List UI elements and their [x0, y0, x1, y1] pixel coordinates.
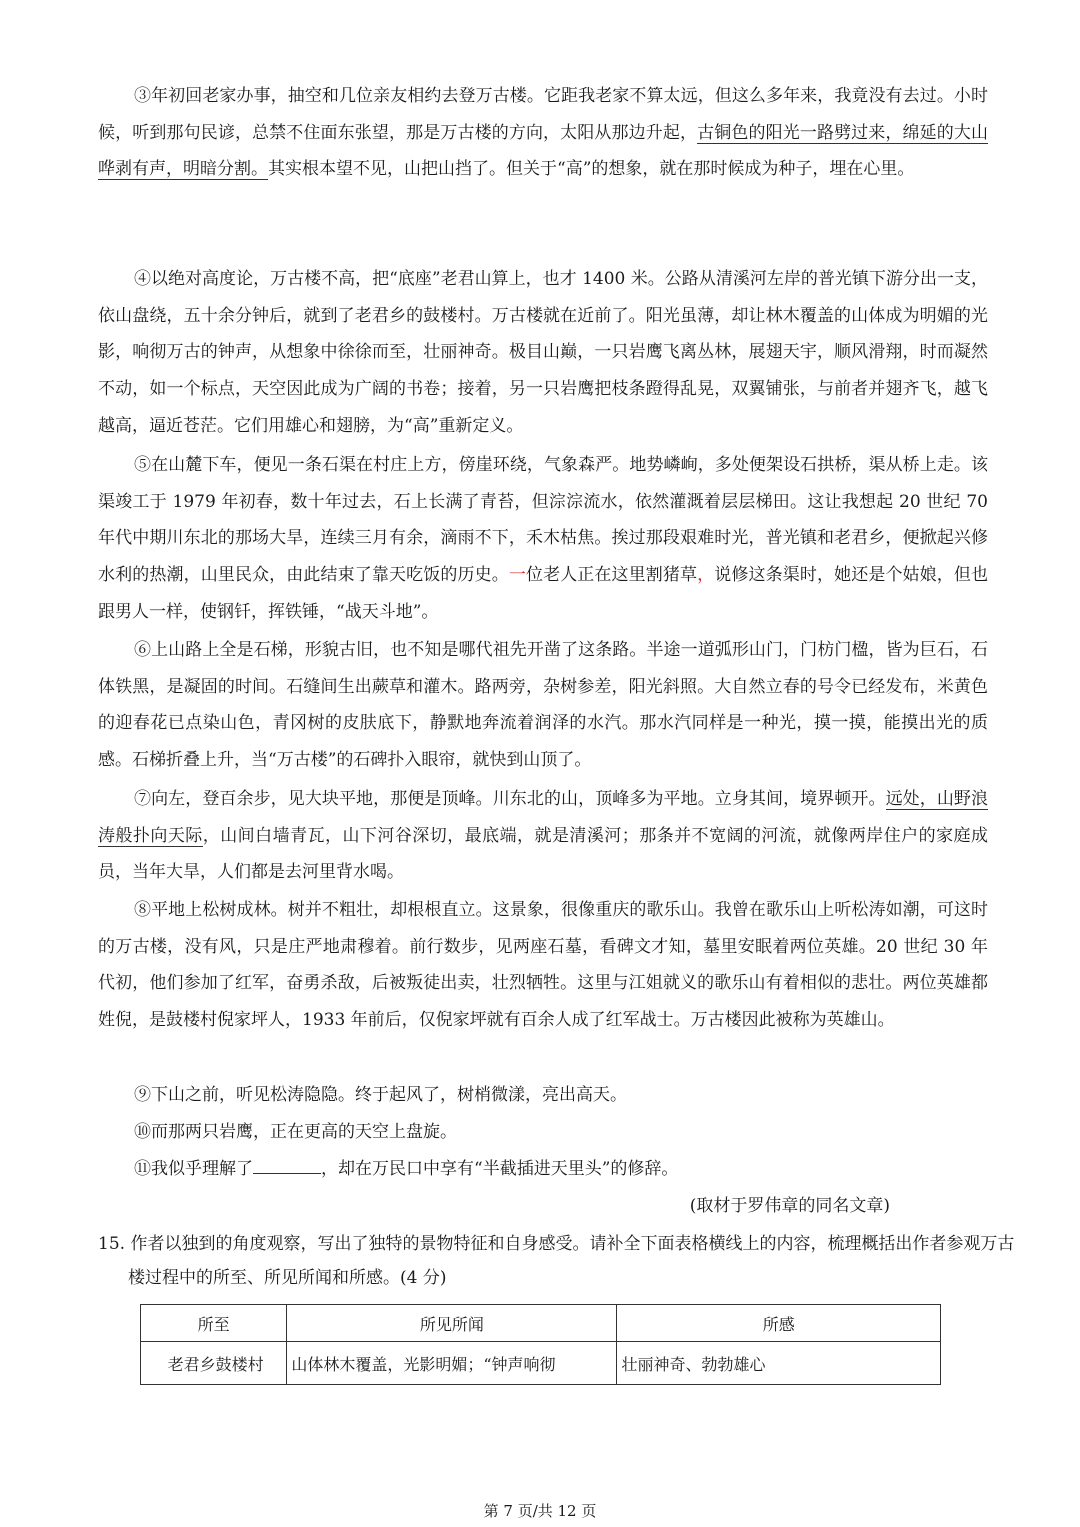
paragraph-11-text: ⑪我似乎理解了 — [134, 1159, 253, 1179]
red-mark: 一 — [508, 565, 526, 586]
table-header: 所感 — [617, 1305, 941, 1342]
underlined-phrase: 远处，山野浪涛般扑向天际 — [98, 789, 989, 846]
paragraph-7-text-end: ，山间白墙青瓦，山下河谷深切，最底端，就是清溪河；那条并不宽阔的河流，就像两岸住户的家庭成员，当年大旱，人们都是去河里背水喝。 — [98, 825, 989, 883]
fill-in-blank[interactable] — [253, 1157, 321, 1174]
paragraph-5-text: ⑤在山麓下车，便见一条石渠在村庄上方，傍崖环绕，气象森严。地势嶙峋，多处便架设石拱桥，渠从桥上走。该渠竣工于 1979 年初春，数十年过去，石上长满了青苔，但淙淙流水，依然灌溉着层层梯田。这让我想起 20 世纪 70 年代中期川东北的那场大旱，连续三月有余，滴雨不下，禾木枯焦。挨过那段艰难时光，普光镇和老君乡，便掀起兴修水利的热潮，山里民众，由此结束了靠天吃饭的历史。 — [98, 455, 988, 586]
paragraph-8: ⑧平地上松树成林。树并不粗壮，却根根直立。这景象，很像重庆的歌乐山。我曾在歌乐山上听松涛如潮，可这时的万古楼，没有风，只是庄严地肃穆着。前行数步，见两座石墓，看碑文才知，墓里安眠着两位英雄。20 世纪 30 年代初，他们参加了红军，奋勇杀敌，后被叛徒出卖，壮烈牺牲。这里与江姐就义的歌乐山有着相似的悲壮。两位英雄都姓倪，是鼓楼村倪家坪人，1933 年前后，仅倪家坪就有百余人成了红军战士。万古楼因此被称为英雄山。 — [98, 900, 988, 1031]
table-header: 所至 — [141, 1305, 287, 1342]
table-header-row — [141, 1305, 941, 1342]
paragraph-7 — [98, 781, 988, 891]
paragraph-11-text-end: ，却在万民口中享有“半截插进天里头”的修辞。 — [321, 1159, 679, 1179]
table-header: 所见所闻 — [287, 1305, 617, 1342]
paragraph-6: ⑥上山路上全是石梯，形貌古旧，也不知是哪代祖先开凿了这条路。半途一道弧形山门，门枋门楹，皆为巨石，石体铁黑，是凝固的时间。石缝间生出蕨草和灌木。路两旁，杂树参差，阳光斜照。大自然立春的号令已经发布，米黄色的迎春花已点染山色，青冈树的皮肤底下，静默地奔流着润泽的水汽。那水汽同样是一种光，摸一摸，能摸出光的质感。石梯折叠上升，当“万古楼”的石碑扑入眼帘，就快到山顶了。 — [98, 640, 988, 771]
summary-table — [140, 1304, 941, 1385]
table-cell: 山体林木覆盖，光影明媚；“钟声响彻 — [287, 1342, 617, 1385]
underlined-sentence: 古铜色的阳光一路劈过来，绵延的大山哗剥有声，明暗分割。 — [98, 122, 989, 180]
page-footer: 第 7 页/共 12 页 — [483, 1502, 597, 1520]
paragraph-4: ④以绝对高度论，万古楼不高，把“底座”老君山算上，也才 1400 米。公路从清溪河左岸的普光镇下游分出一支，依山盘绕，五十余分钟后，就到了老君乡的鼓楼村。万古楼就在近前了。阳光虽薄，却让林木覆盖的山体成为明媚的光影，响彻万古的钟声，从想象中徐徐而至，壮丽神奇。极目山巅，一只岩鹰飞离丛林，展翅天宇，顺风滑翔，时而凝然不动，如一个标点，天空因此成为广阔的书卷；接着，另一只岩鹰把枝条蹬得乱晃，双翼铺张，与前者并翅齐飞，越飞越高，逼近苍茫。它们用雄心和翅膀，为“高”重新定义。 — [98, 269, 988, 436]
question-15: 15. 作者以独到的角度观察，写出了独特的景物特征和自身感受。请补全下面表格横线上的内容，梳理概括出作者参观万古楼过程中的所至、所见所闻和所感。(4 分) — [98, 1234, 1015, 1288]
table-cell: 壮丽神奇、勃勃雄心 — [617, 1342, 941, 1385]
paragraph-5-text-end: 说修这条渠时，她还是个姑娘，但也跟男人一样，使钢钎，挥铁锤，“战天斗地”。 — [98, 565, 989, 622]
source-citation: (取材于罗伟章的同名文章) — [689, 1196, 890, 1216]
paragraph-3-text: ③年初回老家办事，抽空和几位亲友相约去登万古楼。它距我老家不算太远，但这么多年来，我竟没有去过。小时候，听到那句民谚，总禁不住面东张望，那是万古楼的方向，太阳从那边升起， — [98, 86, 988, 143]
table-cell: 老君乡鼓楼村 — [141, 1342, 287, 1385]
paragraph-5 — [98, 447, 988, 631]
paragraph-11 — [98, 1151, 988, 1188]
paragraph-3 — [98, 78, 988, 188]
table-row — [141, 1342, 941, 1385]
paragraph-7-text: ⑦向左，登百余步，见大块平地，那便是顶峰。川东北的山，顶峰多为平地。立身其间，境界顿开。 — [134, 789, 886, 809]
paragraph-9: ⑨下山之前，听见松涛隐隐。终于起风了，树梢微漾，亮出高天。 — [134, 1085, 627, 1105]
red-comma: ， — [697, 565, 715, 586]
paragraph-5-text-mid: 位老人正在这里割猪草 — [525, 565, 698, 586]
paragraph-3-text-end: 其实根本望不见，山把山挡了。但关于“高”的想象，就在那时候成为种子，埋在心里。 — [268, 159, 915, 180]
paragraph-10: ⑩而那两只岩鹰，正在更高的天空上盘旋。 — [134, 1122, 457, 1142]
